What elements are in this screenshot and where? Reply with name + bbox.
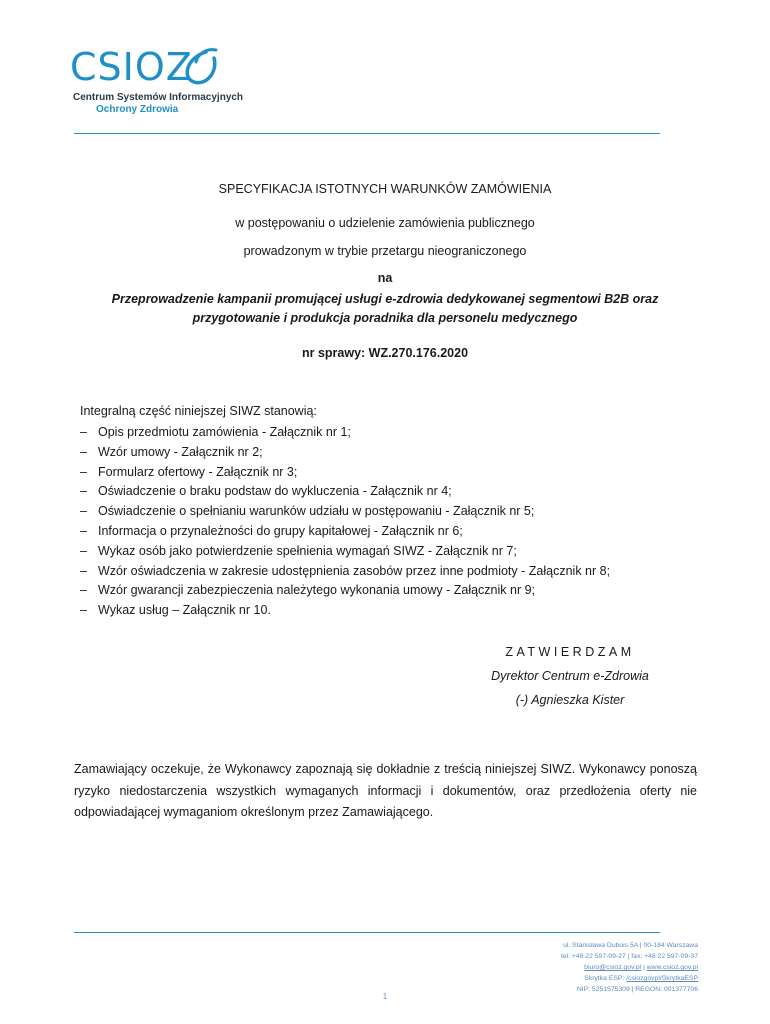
list-item: – Informacja o przynależności do grupy kapitałowej - Załącznik nr 6; — [80, 523, 463, 538]
logo-subtitle-line2: Ochrony Zdrowia — [96, 104, 179, 115]
list-item: – Formularz ofertowy - Załącznik nr 3; — [80, 464, 298, 479]
footer-website-link[interactable]: www.csioz.gov.pl — [646, 964, 698, 971]
approval-role: Dyrektor Centrum e-Zdrowia — [491, 669, 649, 683]
list-item: – Wykaz osób jako potwierdzenie spełnienia wymagań SIWZ - Załącznik nr 7; — [80, 543, 517, 558]
list-item: – Opis przedmiotu zamówienia - Załącznik nr 1; — [80, 425, 351, 439]
subject-line-1: Przeprowadzenie kampanii promującej usługi e-zdrowia dedykowanej segmentowi B2B oraz — [111, 292, 659, 306]
annex-list — [80, 423, 610, 621]
footer-phone: tel: +48 22 597-09-27 | fax: +48 22 597-09-37 — [560, 953, 698, 960]
na-label: na — [377, 271, 393, 285]
procedure-mode-line: prowadzonym w trybie przetargu nieograniczonego — [243, 244, 527, 258]
footer-contact — [420, 940, 698, 995]
header-divider — [74, 133, 660, 134]
list-item: – Oświadczenie o spełnianiu warunków udziału w postępowaniu - Załącznik nr 5; — [80, 504, 535, 519]
footer-address: ul. Stanisława Dubois 5A | 00-184 Warszawa — [563, 942, 698, 949]
list-item: – Wykaz usług – Załącznik nr 10. — [80, 603, 271, 618]
footer-divider — [74, 932, 660, 933]
logo-wordmark: CSIOZ — [70, 45, 193, 89]
footer-web-line: biuro@csioz.gov.pl | www.csioz.gov.pl — [584, 964, 698, 971]
csioz-logo — [70, 45, 244, 118]
list-item: – Wzór oświadczenia w zakresie udostępnienia zasobów przez inne podmioty - Załącznik nr 8; — [80, 563, 611, 578]
list-item: – Wzór umowy - Załącznik nr 2; — [80, 444, 263, 459]
list-item: – Wzór gwarancji zabezpieczenia należytego wykonania umowy - Załącznik nr 9; — [80, 583, 536, 598]
logo-subtitle-line1: Centrum Systemów Informacyjnych — [73, 92, 244, 103]
approval-label: ZATWIERDZAM — [505, 645, 635, 659]
footer-email-link[interactable]: biuro@csioz.gov.pl — [584, 964, 642, 971]
approval-signatory: (-) Agnieszka Kister — [515, 693, 625, 707]
closing-paragraph: Zamawiający oczekuje, że Wykonawcy zapoznają się dokładnie z treścią niniejszej SIWZ. Wykonawcy ponoszą ryzyko niedostarczenia wszystkich wymaganych informacji i dokumentów, oraz przedłożenia oferty nie odpowiadającej wymaganiom określonym przez Zamawiającego. — [74, 762, 697, 819]
procedure-line: w postępowaniu o udzielenie zamówienia publicznego — [235, 216, 535, 230]
footer-epuap: Skrytka ESP: /csiozgovpl/SkrytkaESP — [584, 975, 698, 982]
document-title: SPECYFIKACJA ISTOTNYCH WARUNKÓW ZAMÓWIENIA — [218, 182, 552, 196]
annex-list-section — [80, 404, 610, 621]
case-number: nr sprawy: WZ.270.176.2020 — [301, 346, 469, 360]
footer-epuap-link[interactable]: /csiozgovpl/SkrytkaESP — [626, 975, 698, 982]
annex-intro: Integralną część niniejszej SIWZ stanowią: — [80, 404, 317, 418]
footer-ids: NIP: 5251575309 | REGON: 001377706 — [576, 986, 698, 993]
logo-swoosh-icon — [176, 48, 222, 88]
subject-line-2: przygotowanie i produkcja poradnika dla personelu medycznego — [192, 311, 578, 325]
list-item: – Oświadczenie o braku podstaw do wykluczenia - Załącznik nr 4; — [80, 484, 452, 499]
contract-subject — [0, 290, 770, 328]
page-number: 1 — [382, 992, 388, 1001]
